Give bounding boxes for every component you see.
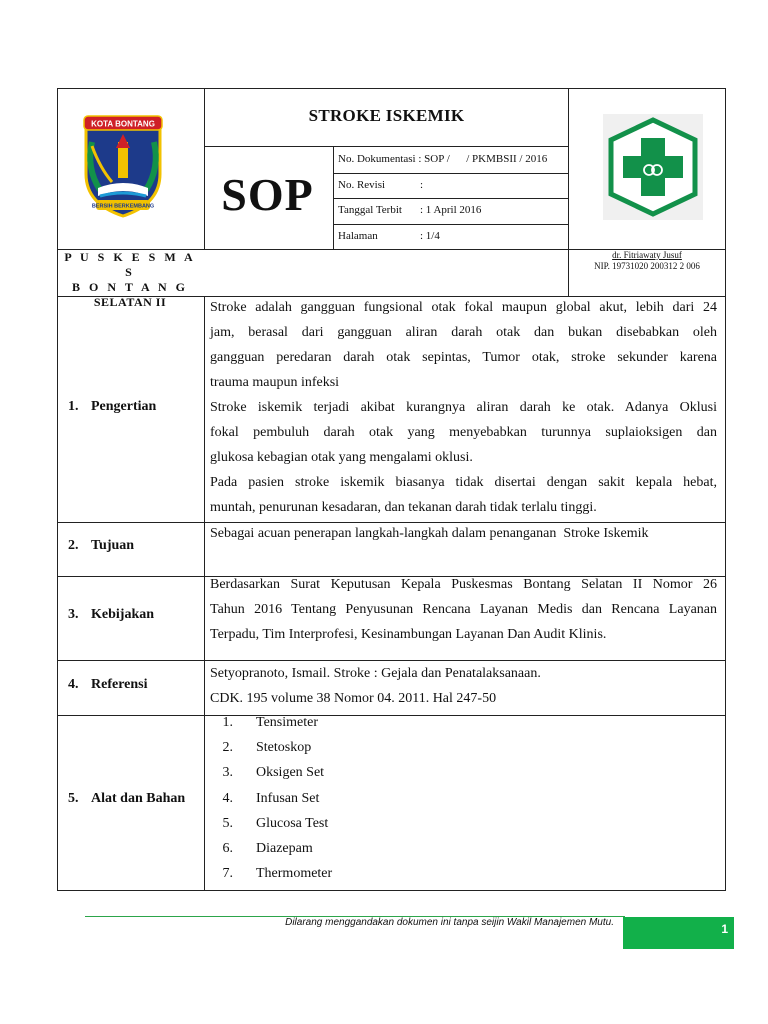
section-title: Tujuan bbox=[91, 538, 135, 553]
pengertian-line: glukosa kebagian otak yang mengalami oklusi. bbox=[210, 450, 473, 465]
pengertian-line: gangguan peredaran darah otak sepintas, Tumor otak, stroke sekunder karena bbox=[210, 350, 717, 365]
referensi-line: Setyopranoto, Ismail. Stroke : Gejala dan Penatalaksanaan. bbox=[210, 666, 541, 681]
table-border-top bbox=[57, 88, 726, 89]
list-item bbox=[210, 735, 717, 760]
logo-column-divider bbox=[568, 88, 569, 297]
meta-page bbox=[338, 230, 440, 242]
list-item-text: Stetoskop bbox=[256, 740, 312, 756]
table-border-right bbox=[725, 88, 726, 891]
kebijakan-line: Tahun 2016 Tentang Penyusunan Rencana Layanan Medis dan Rencana Layanan bbox=[210, 602, 717, 617]
section-number: 5. bbox=[68, 791, 79, 806]
kota-bontang-emblem-icon bbox=[78, 112, 168, 222]
section-label-referensi bbox=[68, 677, 148, 693]
meta-column-divider bbox=[333, 146, 334, 250]
emblem-text-top: KOTA BONTANG bbox=[91, 119, 155, 129]
section-title: Alat dan Bahan bbox=[91, 791, 186, 806]
meta-date bbox=[338, 204, 481, 216]
list-item bbox=[210, 760, 717, 785]
label-column-divider-body bbox=[204, 296, 205, 891]
list-item-number: 1. bbox=[222, 715, 233, 730]
section-content-referensi bbox=[210, 661, 717, 711]
meta-divider-2 bbox=[333, 198, 569, 199]
list-item bbox=[210, 710, 717, 735]
table-border-bottom bbox=[57, 890, 726, 891]
section-number: 1. bbox=[68, 399, 79, 414]
pengertian-line: trauma maupun infeksi bbox=[210, 375, 340, 390]
meta-doc-number-value: SOP / / PKMBSII / 2016 bbox=[424, 153, 548, 165]
meta-revision-label: No. Revisi bbox=[338, 179, 386, 191]
document-title: STROKE ISKEMIK bbox=[308, 106, 465, 125]
meta-divider-1 bbox=[333, 173, 569, 174]
list-item bbox=[210, 836, 717, 861]
list-item bbox=[210, 861, 717, 886]
pengertian-line: muntah, penurunan kesadaran, dan tekanan darah tidak terlalu tinggi. bbox=[210, 500, 597, 515]
meta-date-value: : 1 April 2016 bbox=[420, 204, 482, 216]
organization-line-1: P U S K E S M A S bbox=[64, 250, 196, 279]
footer-notice: Dilarang menggandakan dokumen ini tanpa seijin Wakil Manajemen Mutu. bbox=[285, 917, 614, 928]
section-content-alat-dan-bahan bbox=[210, 710, 717, 886]
tujuan-text: Sebagai acuan penerapan langkah-langkah dalam penanganan Stroke Iskemik bbox=[210, 526, 649, 541]
organization-name bbox=[60, 250, 200, 310]
pengertian-line: Stroke adalah gangguan fungsional otak fokal maupun global akut, lebih dari 24 bbox=[210, 300, 717, 315]
list-item-number: 4. bbox=[222, 790, 233, 806]
list-item-text: Oksigen Set bbox=[256, 765, 325, 781]
meta-doc-number bbox=[338, 153, 547, 165]
section-title: Pengertian bbox=[91, 399, 157, 414]
section-content-kebijakan bbox=[210, 572, 717, 647]
referensi-line: CDK. 195 volume 38 Nomor 04. 2011. Hal 247-50 bbox=[210, 691, 497, 706]
list-item-text: Diazepam bbox=[256, 841, 313, 857]
list-item-text: Glucosa Test bbox=[256, 815, 329, 831]
signature-block bbox=[572, 250, 722, 272]
page-number-badge bbox=[623, 917, 734, 949]
equipment-list bbox=[210, 710, 717, 886]
list-item-number: 7. bbox=[222, 866, 233, 882]
pengertian-line: jam, berasal dari gangguan aliran darah otak dan bukan disebabkan oleh bbox=[210, 325, 717, 340]
meta-page-label: Halaman bbox=[338, 230, 378, 242]
organization-line-3: SELATAN II bbox=[93, 295, 167, 309]
pengertian-line: Pada pasien stroke iskemik biasanya tidak disertai dengan sakit kepala hebat, bbox=[210, 475, 717, 490]
page-number: 1 bbox=[721, 922, 728, 936]
title-divider bbox=[204, 146, 569, 147]
section-title: Referensi bbox=[91, 677, 148, 692]
sop-label: SOP bbox=[221, 169, 314, 220]
meta-revision bbox=[338, 179, 423, 191]
kebijakan-line: Berdasarkan Surat Keputusan Kepala Puskesmas Bontang Selatan II Nomor 26 bbox=[210, 577, 717, 592]
organization-line-2: B O N T A N G bbox=[72, 280, 188, 294]
table-border-left bbox=[57, 88, 58, 891]
puskesmas-logo-icon bbox=[603, 114, 703, 220]
list-item-text: Tensimeter bbox=[256, 715, 318, 730]
list-item-number: 3. bbox=[222, 765, 233, 781]
meta-divider-3 bbox=[333, 224, 569, 225]
list-item bbox=[210, 811, 717, 836]
meta-doc-number-label: No. Dokumentasi : bbox=[338, 153, 422, 165]
section-content-tujuan bbox=[210, 521, 717, 546]
section-number: 4. bbox=[68, 677, 79, 692]
list-item-text: Infusan Set bbox=[256, 790, 320, 806]
section-label-kebijakan bbox=[68, 607, 154, 623]
list-item-text: Thermometer bbox=[256, 866, 333, 882]
list-item bbox=[210, 786, 717, 811]
section-label-alat-dan-bahan bbox=[68, 791, 185, 807]
kebijakan-line: Terpadu, Tim Interprofesi, Kesinambungan Layanan Dan Audit Klinis. bbox=[210, 627, 607, 642]
section-label-pengertian bbox=[68, 399, 156, 415]
list-item-number: 2. bbox=[222, 740, 233, 756]
pengertian-line: Stroke iskemik terjadi akibat kurangnya aliran darah ke otak. Adanya Oklusi bbox=[210, 400, 717, 415]
list-item-number: 6. bbox=[222, 841, 233, 857]
emblem-text-bottom: BERSIH BERKEMBANG bbox=[91, 203, 155, 210]
section-label-tujuan bbox=[68, 538, 134, 554]
meta-date-label: Tanggal Terbit bbox=[338, 204, 402, 216]
signer-nip: NIP. 19731020 200312 2 006 bbox=[594, 261, 700, 271]
signer-name: dr. Fitriawaty Jusuf bbox=[612, 250, 682, 260]
meta-revision-value: : bbox=[420, 179, 424, 191]
list-item-number: 5. bbox=[222, 815, 233, 831]
pengertian-line: fokal pembuluh darah otak yang menyebabkan turunnya suplaioksigen dan bbox=[210, 425, 717, 440]
section-title: Kebijakan bbox=[91, 607, 155, 622]
section-number: 3. bbox=[68, 607, 79, 622]
section-number: 2. bbox=[68, 538, 79, 553]
section-content-pengertian bbox=[210, 295, 717, 520]
meta-page-value: : 1/4 bbox=[420, 230, 440, 242]
